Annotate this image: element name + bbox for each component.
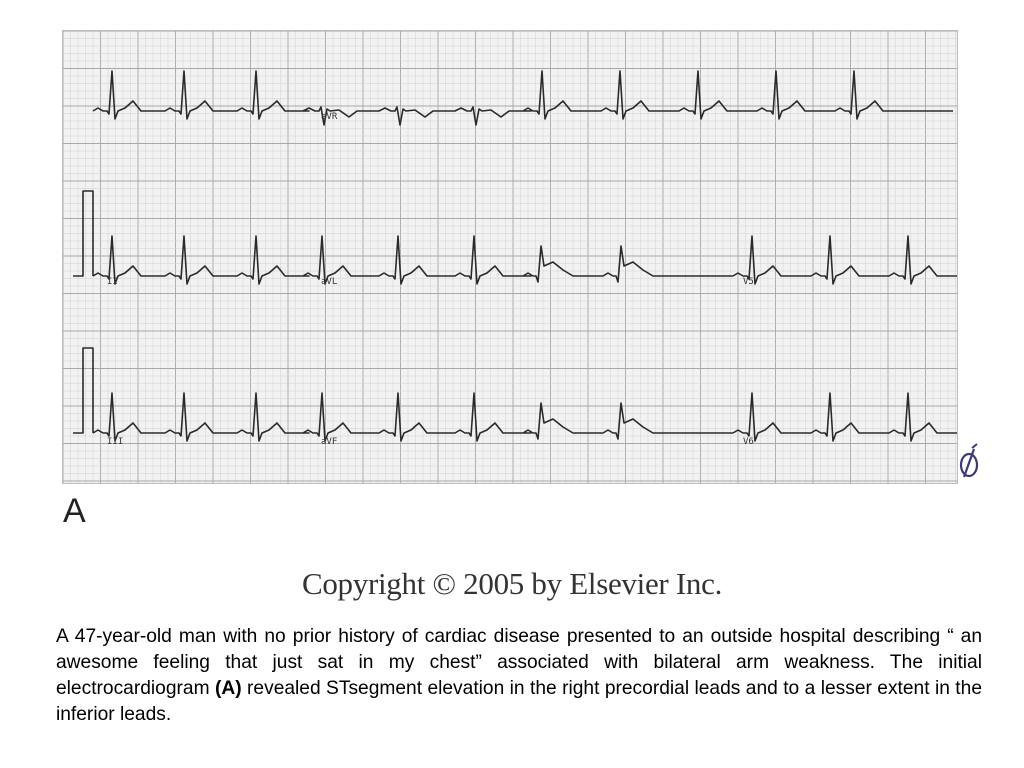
- ecg-trace-row: [93, 71, 953, 125]
- ecg-tracing-figure: [62, 30, 958, 484]
- figure-caption: [56, 624, 982, 728]
- lead-label-iii: III: [107, 437, 124, 447]
- caption-text-start: A 47-year-old man with no prior history of cardiac disease presented to an outside hospital describing “ an awesome feeling that just sat in my chest” associated with bilateral arm weakness. The initial electrocardiogram: [56, 626, 982, 699]
- figure-panel-letter: A: [63, 492, 86, 530]
- lead-label-avr: aVR: [321, 112, 338, 122]
- lead-label-v6: V6: [743, 437, 754, 447]
- ecg-grid: [63, 31, 957, 483]
- lead-label-ii: II: [107, 277, 118, 287]
- ecg-strip: [63, 31, 957, 483]
- publisher-logo-icon: [958, 443, 980, 481]
- lead-label-avf: aVF: [321, 437, 338, 447]
- copyright-notice: Copyright © 2005 by Elsevier Inc.: [301, 566, 723, 601]
- caption-panel-reference: (A): [214, 678, 242, 699]
- lead-label-avl: aVL: [321, 277, 338, 287]
- lead-label-v5: V5: [743, 277, 754, 287]
- caption-text-end: revealed STsegment elevation in the right precordial leads and to a lesser extent in the inferior leads.: [56, 678, 982, 725]
